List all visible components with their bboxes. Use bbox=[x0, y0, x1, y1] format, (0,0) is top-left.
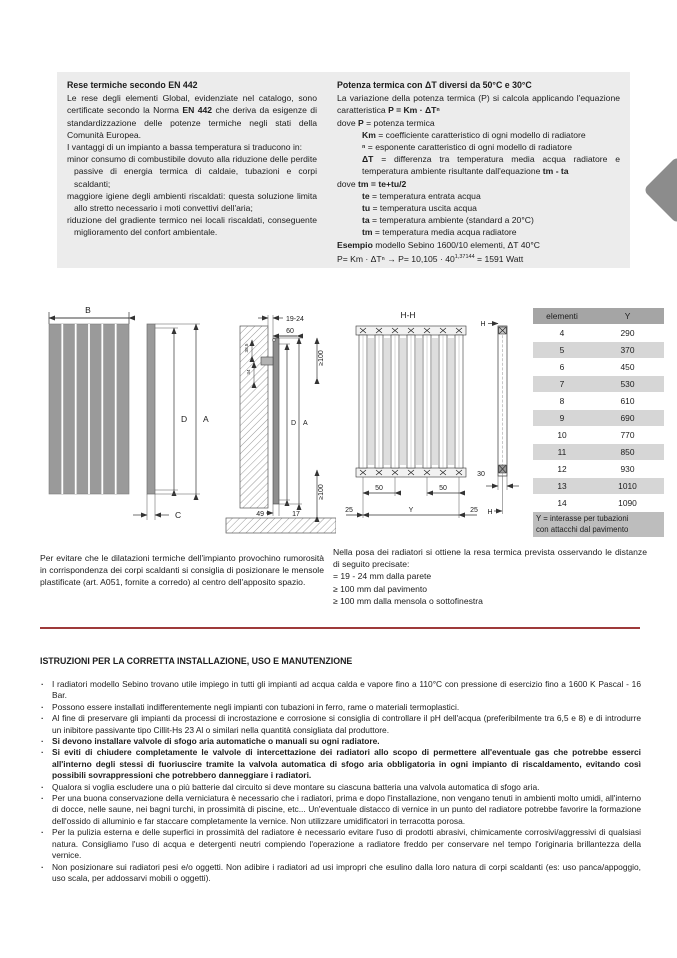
table-row: 9 690 bbox=[533, 410, 664, 426]
wall-bracket bbox=[261, 357, 273, 365]
example-line: Esempio modello Sebino 1600/10 elementi, ΔT 40°C bbox=[337, 239, 540, 250]
thermal-yield-column bbox=[57, 72, 327, 268]
dim-label-50-right: 50 bbox=[439, 485, 447, 492]
instruction-item: · Al fine di preservare gli impianti da processi di incrostazione e corrosione si consiglia di controllare il pH dell'acqua (preferibilmente tra 6,5 e 8) e di introdurre un inibitore passivante tipo Cillit-Hs 23 Al o similari nella quantità consigliata dal produttore. bbox=[40, 713, 641, 736]
dim-label-gap: 19-24 bbox=[286, 316, 304, 323]
dim-label-a: A bbox=[303, 420, 308, 427]
dim-label-bracket-side: 34 bbox=[246, 369, 251, 375]
instructions-list bbox=[40, 679, 641, 884]
col-header-elementi: elementi bbox=[546, 311, 578, 321]
instruction-item: · Qualora si voglia escludere una o più batterie dal circuito si deve montare su ciascuna batteria una valvola automatica di sfogo aria. bbox=[40, 782, 641, 793]
front-side-view-drawing bbox=[36, 300, 220, 534]
dim-label-d: D bbox=[181, 414, 188, 424]
formula-line: tm = temperatura media acqua radiatore bbox=[362, 227, 517, 238]
instruction-item: · Si eviti di chiudere completamente le valvole di intercettazione dei radiatori allo scopo di permettere all'eventuale gas che potrebbe esserci all'interno degli stessi di fuoriuscire tramite la valvola automatica di sfogo aria obbligatoria in ogni impianto di riscaldamento, evitando così possibili sovrappressioni che potrebbero danneggiare i radiatori. bbox=[40, 747, 641, 781]
advantage-item: maggiore igiene degli ambienti riscaldati: questa soluzione limita allo stretto necessario i moti convettivi dell'aria; bbox=[67, 190, 317, 214]
section-title-hh: H-H bbox=[400, 310, 416, 320]
table-row: 12 930 bbox=[533, 461, 664, 477]
distance-item: = 19 - 24 mm dalla parete bbox=[333, 571, 432, 582]
instruction-item: · I radiatori modello Sebino trovano utile impiego in tutti gli impianti ad acqua calda e vapore fino a 110°C con pressione di esercizio fino a 1600 K Pascal - 16 Bar. bbox=[40, 679, 641, 702]
dim-label-30: 30 bbox=[477, 471, 485, 478]
section-divider bbox=[40, 627, 640, 629]
dim-label-60: 60 bbox=[286, 328, 294, 335]
formula-intro: La variazione della potenza termica (P) si calcola applicando l'equazione caratteristica P = Km · ΔTⁿ bbox=[337, 93, 620, 116]
formula-line: dove tm = te+tu/2 bbox=[337, 178, 407, 189]
table-row: 8 610 bbox=[533, 393, 664, 409]
instruction-item: · Per una buona conservazione della verniciatura è necessario che i radiatori, prima e dopo l'installazione, non vengano tenuti in ambienti molto umidi, all'interno di docce, nelle saune, nei bagni turchi, in prossimità di piscine, etc... Un'eventuale distacco di vernice in un punto del radiatore potrebbe favorire la formazione dell'ossido di alluminio e far staccare completamente la vernice. Non utilizzare umidificatori in terracotta porosa. bbox=[40, 793, 641, 827]
instruction-item: · Possono essere installati indifferentemente negli impianti con tubazioni in ferro, rame o materiali termoplastici. bbox=[40, 702, 641, 713]
dim-label-b: B bbox=[85, 305, 91, 315]
formula-line: te = temperatura entrata acqua bbox=[362, 190, 481, 201]
dim-label-h-bottom: H bbox=[487, 509, 493, 516]
distance-item: ≥ 100 mm dal pavimento bbox=[333, 583, 428, 594]
dim-label-bottom-clearance: ≥100 bbox=[318, 484, 325, 500]
instruction-item: · Per la pulizia esterna e delle superfici in prossimità del radiatore è necessario evitare l'uso di prodotti abrasivi, chimicamente corrosivi/aggressivi di qualsiasi natura. Consigliamo l'uso di acqua e detergenti neutri compiendo l'operazione a radiatore freddo per conservare nel tempo l'originaria brillantezza della vernice. bbox=[40, 827, 641, 861]
instructions-heading: ISTRUZIONI PER LA CORRETTA INSTALLAZIONE, USO E MANUTENZIONE bbox=[40, 656, 353, 666]
thermal-power-column bbox=[327, 72, 630, 268]
dim-label-d: D bbox=[291, 420, 297, 427]
table-row: 6 450 bbox=[533, 359, 664, 375]
radiator-side-view bbox=[147, 324, 155, 494]
dim-label-y: Y bbox=[408, 507, 414, 514]
info-band bbox=[57, 72, 630, 268]
dim-label-25-left: 25 bbox=[345, 507, 353, 514]
dim-label-50-left: 50 bbox=[375, 485, 383, 492]
radiator-section bbox=[273, 338, 279, 504]
example-formula: $P= Km \cdot \Delta T^n \to P= 10,105 \cdot 40^{1,37144} = 1591$ Watt bbox=[337, 253, 524, 264]
advantage-item: minor consumo di combustibile dovuto alla riduzione delle perdite passive di energia termica di caldaie, tubazioni e corpi scaldanti; bbox=[67, 154, 317, 189]
dim-label-25-right: 25 bbox=[470, 507, 478, 514]
formula-line: Km = coefficiente caratteristico di ogni modello di radiatore bbox=[362, 129, 586, 140]
section-heading-delta-t: Potenza termica con ΔT diversi da 50°C e 30°C bbox=[337, 80, 532, 90]
dim-label-a: A bbox=[203, 414, 209, 424]
table-row: 7 530 bbox=[533, 376, 664, 392]
table-header-row bbox=[533, 308, 664, 324]
table-row: 5 370 bbox=[533, 342, 664, 358]
formula-line: tu = temperatura uscita acqua bbox=[362, 203, 477, 214]
section-heading-en442: Rese termiche secondo EN 442 bbox=[67, 80, 198, 90]
table-row: 10 770 bbox=[533, 427, 664, 443]
distances-intro: Nella posa dei radiatori si ottiene la resa termica prevista osservando le distanze di seguito precisate: bbox=[333, 547, 647, 570]
instruction-item: · Si devono installare valvole di sfogo aria automatiche o manuali su ogni radiatore. bbox=[40, 736, 641, 747]
col-header-y: Y bbox=[624, 311, 631, 321]
dim-label-c: C bbox=[175, 510, 182, 520]
table-footnote: Y = interasse per tubazioni con attacchi dal pavimento bbox=[533, 512, 664, 537]
advantages-intro: I vantaggi di un impianto a bassa temperatura si traducono in: bbox=[67, 142, 303, 153]
advantage-item: riduzione del gradiente termico nei locali riscaldati, conseguente miglioramento del confort ambientale. bbox=[67, 215, 317, 238]
table-row: 14 1090 bbox=[533, 495, 664, 511]
formula-line: ΔT = differenza tra temperatura media acqua radiatore e temperatura ambiente risultante dall'equazione tm - ta bbox=[362, 154, 620, 177]
distances-note bbox=[333, 546, 647, 607]
dim-label-bracket-top: 38,5 bbox=[244, 343, 249, 353]
mounting-note: Per evitare che le dilatazioni termiche dell'impianto provochino rumorosità in corrispondenza dei corpi scaldanti si consiglia di posizionare le mensole plastificate (art. A051, fornite a corredo) al centro dell'apposito spazio. bbox=[40, 553, 324, 588]
instructions-section bbox=[40, 656, 641, 884]
table-row: 11 850 bbox=[533, 444, 664, 460]
en442-paragraph: Le rese degli elementi Global, evidenziate nel catalogo, sono certificate secondo la Norma EN 442 che deriva da esigenze di standardizzazione delle potenze termiche negli stati della Comunità Europea. bbox=[67, 93, 317, 140]
table-row: 13 1010 bbox=[533, 478, 664, 494]
dim-label-top-clearance: ≥100 bbox=[318, 350, 325, 366]
instruction-item: · Non posizionare sui radiatori pesi e/o oggetti. Non adibire i radiatori ad usi impropri che esulino dalla loro natura di corpi scaldanti (es: uso panca/appoggio, uso scala, per addossarvi mobili o oggetti). bbox=[40, 862, 641, 885]
table-row: 4 290 bbox=[533, 325, 664, 341]
distance-item: ≥ 100 mm dalla mensola o sottofinestra bbox=[333, 595, 483, 606]
formula-line: ⁿ = esponente caratteristico di ogni modello di radiatore bbox=[362, 142, 573, 153]
formula-line: ta = temperatura ambiente (standard a 20°C) bbox=[362, 215, 534, 226]
formula-line: dove P = potenza termica bbox=[337, 117, 435, 128]
dim-label-h-top: H bbox=[480, 321, 486, 328]
page-edge-tab bbox=[643, 156, 677, 224]
floor-hatch bbox=[226, 518, 336, 533]
dim-label-49: 49 bbox=[256, 511, 264, 518]
elements-table bbox=[533, 308, 664, 537]
hh-section-drawing bbox=[344, 300, 530, 538]
wall-section-drawing bbox=[224, 300, 336, 540]
dim-label-17: 17 bbox=[292, 511, 300, 518]
